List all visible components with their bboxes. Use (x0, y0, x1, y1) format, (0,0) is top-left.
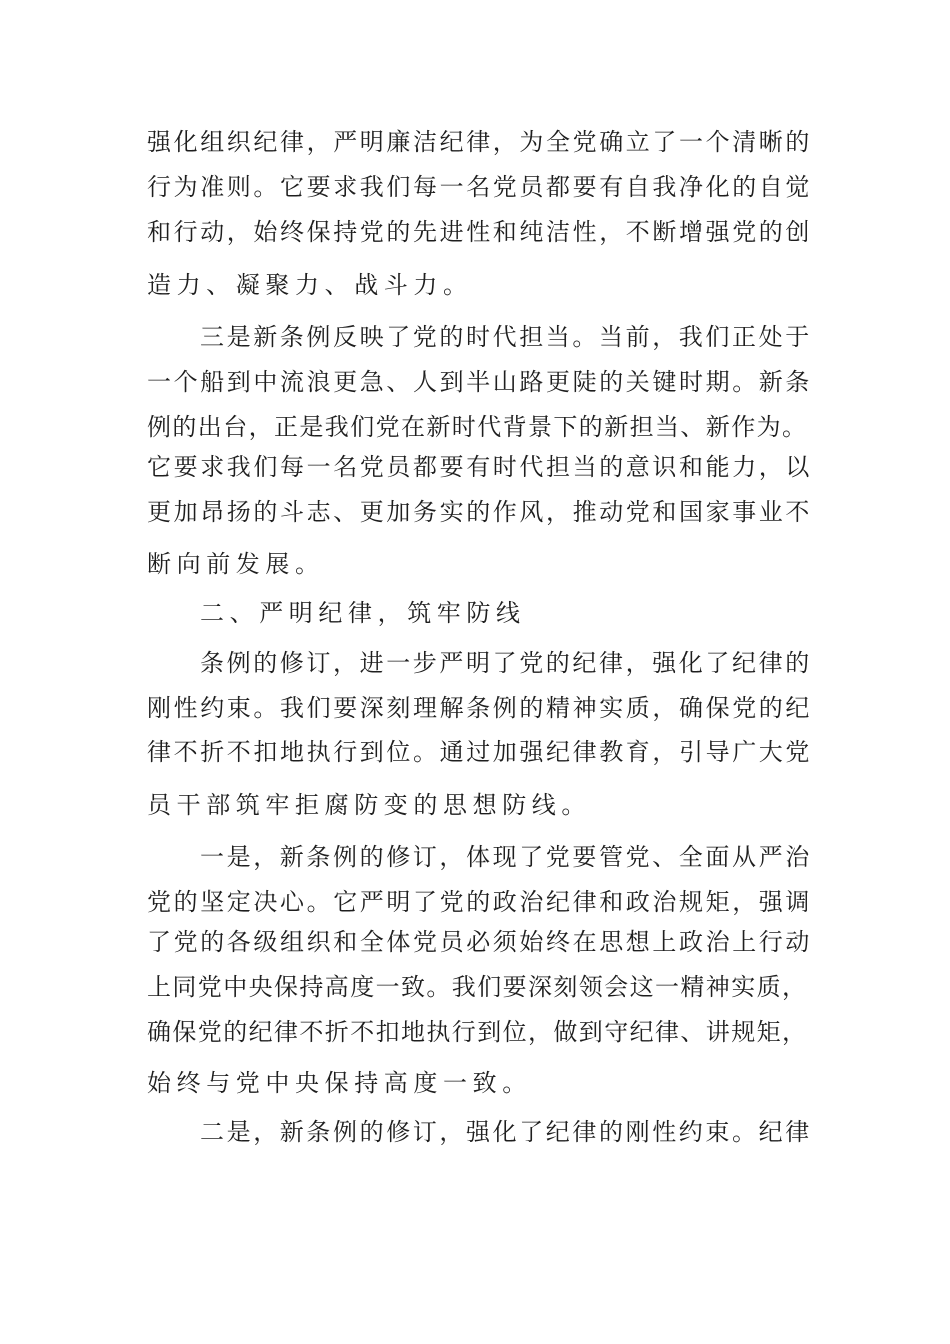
text-line: 和行动，始终保持党的先进性和纯洁性，不断增强党的创 (147, 218, 812, 246)
text-line: 刚性约束。我们要深刻理解条例的精神实质，确保党的纪 (147, 694, 812, 722)
text-line: 条例的修订，进一步严明了党的纪律，强化了纪律的 (200, 649, 812, 677)
text-line: 强化组织纪律，严明廉洁纪律，为全党确立了一个清晰的 (147, 128, 812, 156)
text-line: 一是，新条例的修订，体现了党要管党、全面从严治 (200, 843, 812, 871)
text-line: 更加昂扬的斗志、更加务实的作风，推动党和国家事业不 (147, 498, 812, 526)
text-line: 确保党的纪律不折不扣地执行到位，做到守纪律、讲规矩， (147, 1018, 808, 1046)
text-line: 行为准则。它要求我们每一名党员都要有自我净化的自觉 (147, 173, 812, 201)
text-line: 二是，新条例的修订，强化了纪律的刚性约束。纪律 (200, 1118, 812, 1146)
text-line: 了党的各级组织和全体党员必须始终在思想上政治上行动 (147, 928, 812, 956)
text-line: 断向前发展。 (147, 550, 325, 578)
text-line: 始终与党中央保持高度一致。 (147, 1069, 532, 1097)
text-line: 造力、凝聚力、战斗力。 (147, 271, 473, 299)
text-line: 一个船到中流浪更急、人到半山路更陡的关键时期。新条 (147, 368, 812, 396)
section-heading: 二、严明纪律，筑牢防线 (200, 599, 526, 627)
text-line: 三是新条例反映了党的时代担当。当前，我们正处于 (200, 323, 812, 351)
text-line: 例的出台，正是我们党在新时代背景下的新担当、新作为。 (147, 413, 808, 441)
text-line: 它要求我们每一名党员都要有时代担当的意识和能力，以 (147, 453, 812, 481)
text-line: 员干部筑牢拒腐防变的思想防线。 (147, 791, 591, 819)
text-line: 上同党中央保持高度一致。我们要深刻领会这一精神实质， (147, 973, 808, 1001)
text-line: 党的坚定决心。它严明了党的政治纪律和政治规矩，强调 (147, 888, 812, 916)
text-line: 律不折不扣地执行到位。通过加强纪律教育，引导广大党 (147, 738, 812, 766)
